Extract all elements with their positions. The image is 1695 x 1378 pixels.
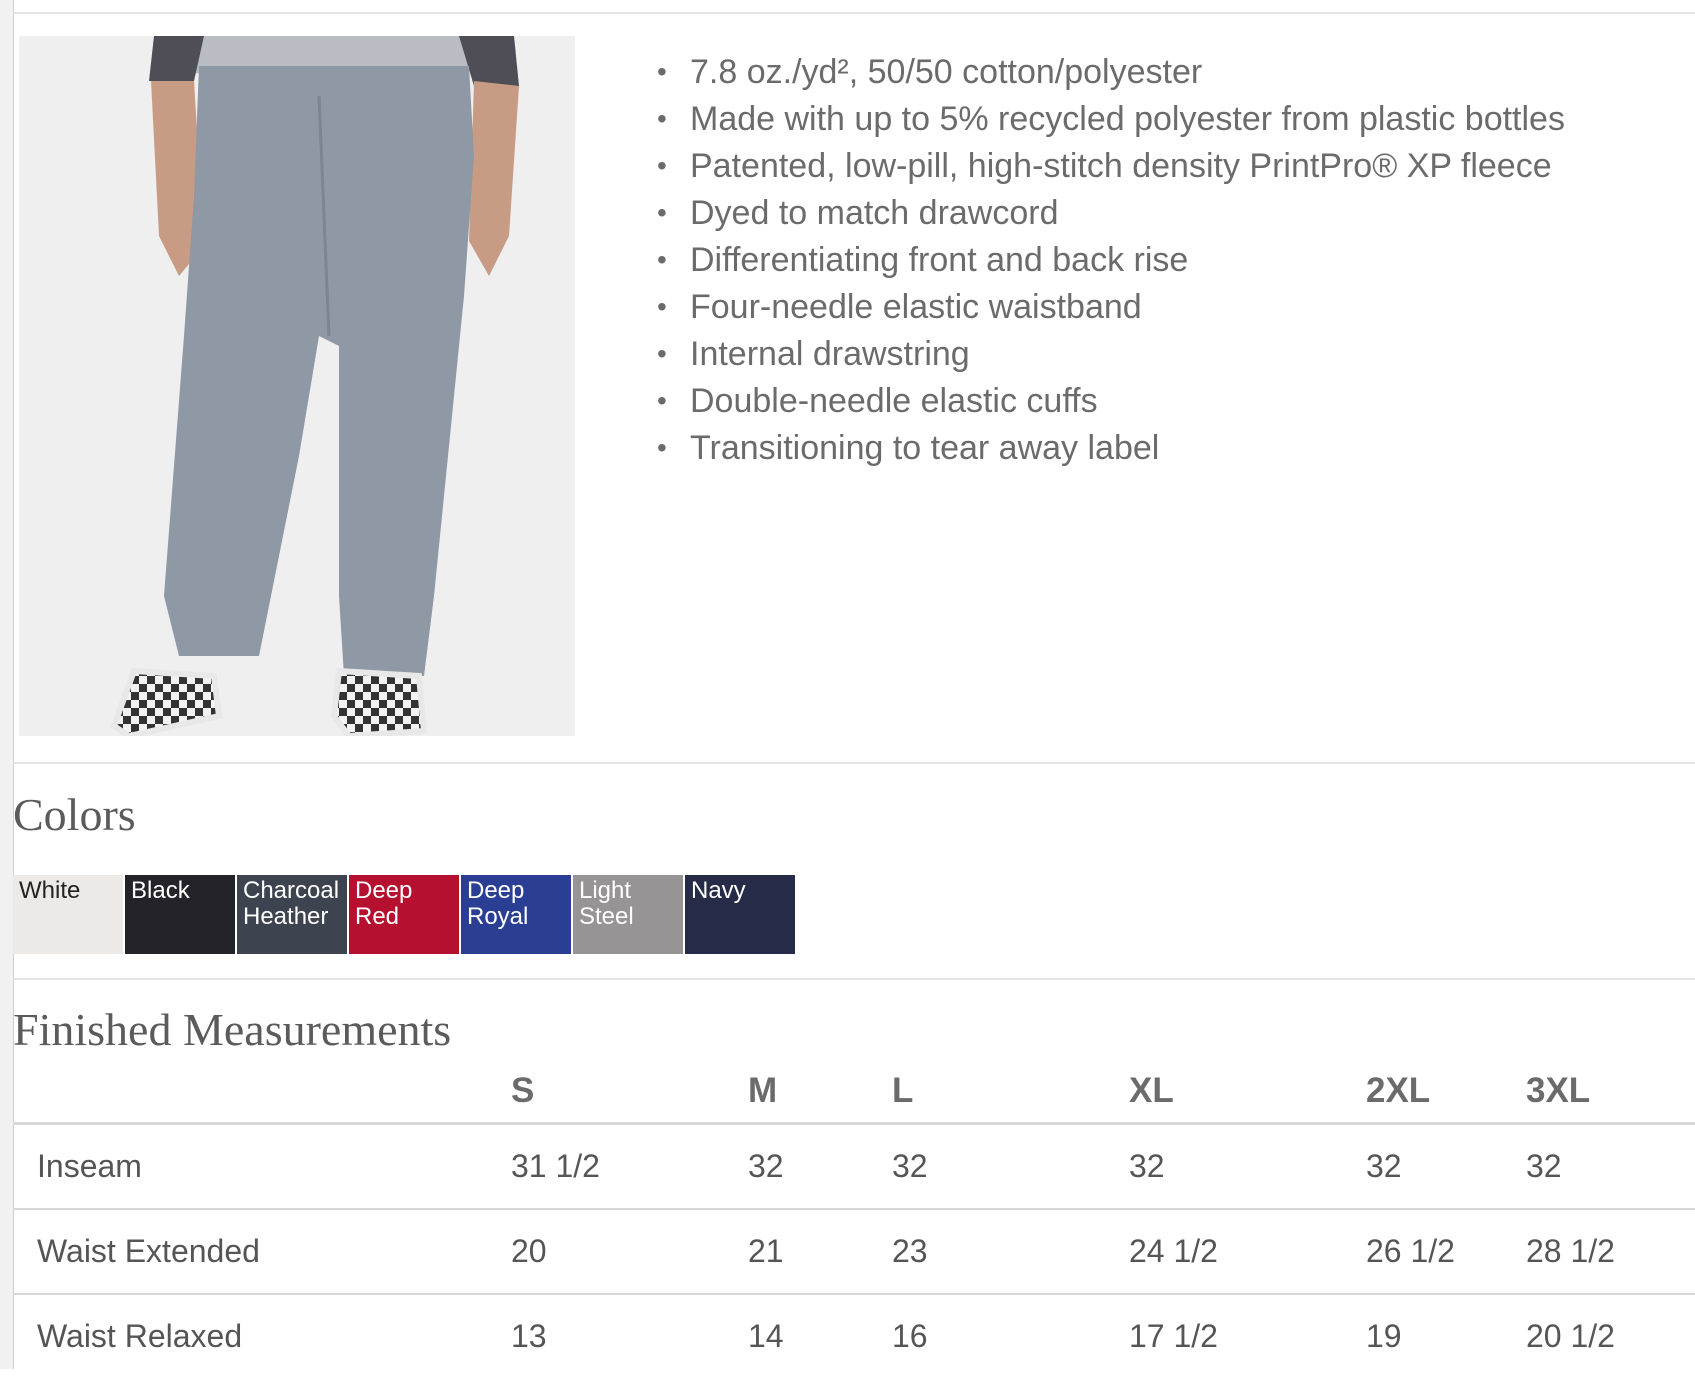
product-image — [19, 36, 575, 736]
feature-item: • 7.8 oz./yd², 50/50 cotton/polyester — [657, 54, 1667, 90]
table-cell: 32 — [1366, 1124, 1526, 1210]
table-cell: 32 — [892, 1124, 1129, 1210]
colors-heading: Colors — [13, 789, 136, 840]
table-cell: 32 — [1129, 1124, 1366, 1210]
table-header-size: 2XL — [1366, 1060, 1526, 1124]
swatch-label: Royal — [467, 903, 529, 930]
feature-item: • Four-needle elastic waistband — [657, 289, 1667, 325]
table-cell: 19 — [1366, 1318, 1402, 1354]
table-cell: 23 — [892, 1209, 1129, 1294]
table-header-blank — [13, 1060, 511, 1124]
color-swatch[interactable] — [349, 875, 459, 954]
table-header-size: L — [892, 1060, 1129, 1124]
table-cell: 28 1/2 — [1526, 1209, 1695, 1294]
swatch-label: Charcoal — [243, 877, 340, 904]
table-header-size: XL — [1129, 1060, 1366, 1124]
swatch-label: Navy — [691, 877, 746, 904]
product-features-list — [657, 54, 1667, 477]
feature-item: • Differentiating front and back rise — [657, 242, 1667, 278]
table-cell: 20 1/2 — [1526, 1318, 1615, 1354]
swatch-label: Steel — [579, 903, 634, 930]
table-cell: 32 — [748, 1124, 892, 1210]
color-swatch[interactable] — [13, 875, 123, 954]
table-cell: 32 — [1526, 1124, 1695, 1210]
table-header-row — [13, 1060, 1695, 1124]
table-cell: 26 1/2 — [1366, 1209, 1526, 1294]
swatch-label: Black — [131, 877, 190, 904]
section-divider — [13, 762, 1695, 764]
table-cell: 31 1/2 — [511, 1124, 748, 1210]
table-cell: 17 1/2 — [1129, 1318, 1218, 1354]
row-label: Waist Extended — [13, 1209, 511, 1294]
swatch-label: Deep — [355, 877, 413, 904]
measurements-heading: Finished Measurements — [13, 1004, 452, 1055]
color-swatch[interactable] — [461, 875, 571, 954]
row-label: Inseam — [13, 1124, 511, 1210]
table-row — [13, 1294, 1695, 1378]
table-row — [13, 1209, 1695, 1294]
table-cell: 16 — [892, 1318, 928, 1354]
color-swatches — [13, 875, 797, 954]
color-swatch[interactable] — [573, 875, 683, 954]
table-cell: 13 — [511, 1318, 547, 1354]
table-cell: 20 — [511, 1209, 748, 1294]
swatch-label: Red — [355, 903, 400, 930]
color-swatch[interactable] — [685, 875, 795, 954]
swatch-label: Deep — [467, 877, 525, 904]
feature-item: • Patented, low-pill, high-stitch density PrintPro® XP fleece — [657, 148, 1667, 184]
table-cell: 24 1/2 — [1129, 1209, 1366, 1294]
swatch-label: White — [19, 877, 81, 904]
feature-item: • Internal drawstring — [657, 336, 1667, 372]
table-cell: 14 — [748, 1318, 784, 1354]
table-header-size: 3XL — [1526, 1060, 1695, 1124]
swatch-label: Light — [579, 877, 632, 904]
page-left-border — [0, 0, 14, 1369]
table-cell: 21 — [748, 1209, 892, 1294]
color-swatch[interactable] — [125, 875, 235, 954]
row-label: Waist Relaxed — [37, 1318, 243, 1354]
feature-item: • Dyed to match drawcord — [657, 195, 1667, 231]
table-header-size: S — [511, 1060, 748, 1124]
color-swatch[interactable] — [237, 875, 347, 954]
table-header-size: M — [748, 1060, 892, 1124]
table-row — [13, 1124, 1695, 1210]
top-divider — [13, 12, 1695, 14]
swatch-label: Heather — [243, 903, 329, 930]
measurements-table — [13, 1060, 1695, 1378]
section-divider — [13, 978, 1695, 980]
feature-item: • Double-needle elastic cuffs — [657, 383, 1667, 419]
feature-item: • Transitioning to tear away label — [657, 430, 1667, 466]
feature-item: • Made with up to 5% recycled polyester from plastic bottles — [657, 101, 1667, 137]
